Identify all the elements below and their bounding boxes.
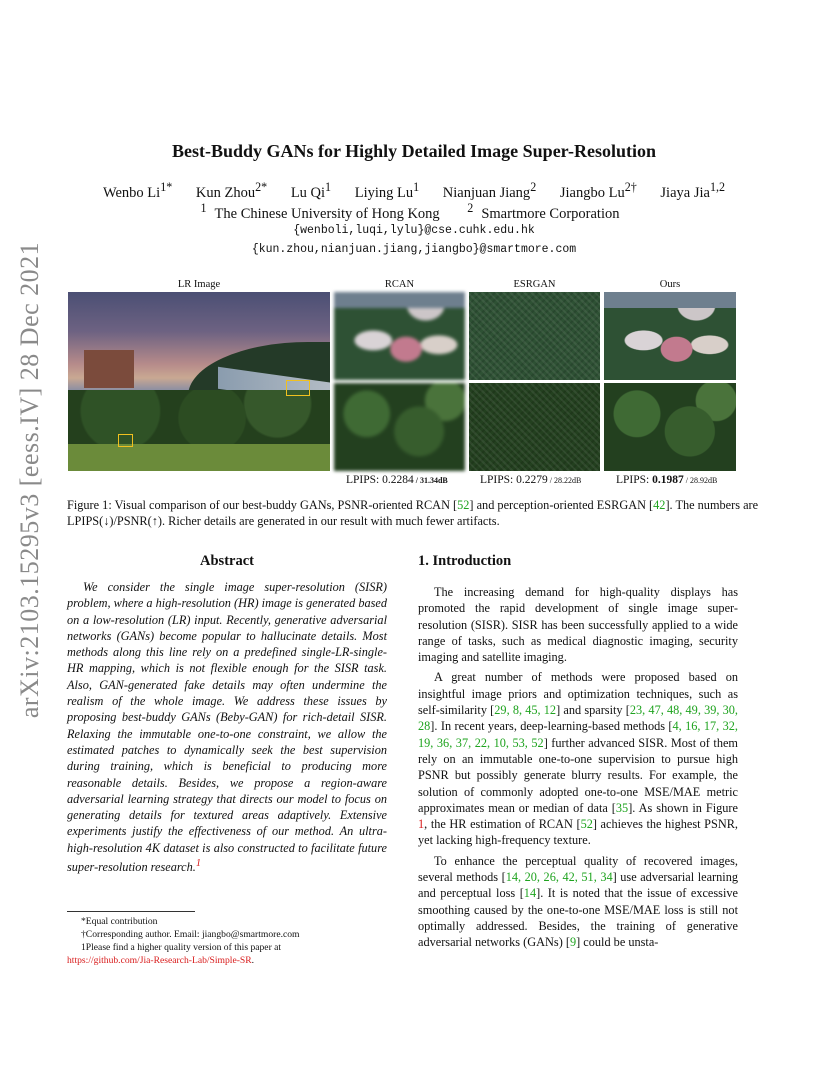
metric-rcan: LPIPS: 0.2284 / 31.34dB <box>346 474 448 486</box>
footnote-mark[interactable]: 1 <box>195 858 201 870</box>
footnotes <box>67 915 387 967</box>
footnote-rule <box>67 911 195 912</box>
footnote: †Corresponding author. Email: jiangbo@smartmore.com <box>81 929 300 940</box>
lr-image <box>68 292 330 471</box>
author: Liying Lu$^1$ <box>354 180 420 201</box>
citation-link[interactable]: 9 <box>569 935 577 950</box>
figure-label-ours: Ours <box>659 279 681 290</box>
ours-crop-buildings <box>604 292 736 380</box>
affiliation: $^2$ Smartmore Corporation <box>467 201 620 222</box>
paper-title: Best-Buddy GANs for Highly Detailed Image Super-Resolution <box>171 141 657 161</box>
rcan-crop-buildings <box>334 292 465 380</box>
esrgan-crop-buildings <box>469 292 600 380</box>
author: Wenbo $Li^{1*}$ <box>102 180 173 201</box>
zoom-box-bottom <box>118 434 133 447</box>
paragraph: The increasing demand for high-quality displays has promoted the rapid development of single image super-resolution (SISR). SISR has been successfully applied to a wide range of tasks, such as medical diagnostic imaging, security imaging and satellite imaging. <box>418 585 738 665</box>
github-link[interactable]: https://github.com/Jia-Research-Lab/Simple-SR <box>67 955 252 966</box>
author: Kun Zhou$^{2*}$ <box>195 180 268 201</box>
introduction-heading: 1. Introduction <box>418 553 512 569</box>
paragraph: To enhance the perceptual quality of recovered images, several methods [14, 20, 26, 42, 51, 34] use adversarial learning and perceptual loss [14]. It is noted that the issue of excessive smoothing caused by the one-to-one MSE/MAE loss is still not optimally addressed. Besides, the training of generative adversarial networks (GANs) [9] could be unsta- <box>418 853 738 950</box>
arxiv-identifier-text: arXiv:2103.15295v3 [eess.IV] 28 Dec 2021 <box>15 241 45 719</box>
author-list <box>0 180 828 202</box>
abstract-text: We consider the single image super-resolution (SISR) problem, where a high-resolution (HR) image is generated based on a low-resolution (LR) input. Recently, generative adversarial networks (GANs) become popular to hallucinate details. Most methods along this line rely on a predefined single-LR-single-HR mapping, which is not flexible enough for the SISR task. Also, GAN-generated fake details may often undermine the realism of the whole image. We address these issues by proposing best-buddy GANs (Beby-GAN) for rich-detail SISR. Relaxing the immutable one-to-one constraint, we allow the estimated patches to dynamically seek the best supervision during training, which is beneficial to producing more reasonable details. Besides, we propose a region-aware adversarial learning strategy that directs our model to focus on generating details for textured areas adaptively. Extensive experiments justify the effectiveness of our method. An ultra-high-resolution 4K dataset is also constructed to facilitate future super-resolution research.$^1$ <box>67 580 388 875</box>
arxiv-identifier <box>12 241 48 719</box>
figure-label-rcan: RCAN <box>384 279 415 290</box>
figure-label-esrgan: ESRGAN <box>513 279 556 290</box>
figure-caption: Figure 1: Visual comparison of our best-buddy GANs, PSNR-oriented RCAN [52] and perception-oriented ESRGAN [42]. The numbers are LPIPS(↓)/PSNR(↑). Richer details are generated in our result with much fewer artifacts. <box>67 498 759 528</box>
figure-reference-link[interactable]: 1 <box>418 817 425 832</box>
footnote: https://github.com/Jia-Research-Lab/Simple-SR. <box>67 955 255 966</box>
author: Nianjuan Jiang$^2$ <box>442 180 537 201</box>
footnote: 1Please find a higher quality version of this paper at <box>81 942 282 953</box>
citation-link[interactable]: 4, 16, 17, 32, 19, 36, 37, 22, 10, 53, 52 <box>418 719 738 750</box>
email-smartmore: {kun.zhou,nianjuan.jiang,jiangbo}@smartmore.com <box>251 243 577 256</box>
citation-link[interactable]: 14, 20, 26, 42, 51, 34 <box>505 870 613 885</box>
rcan-crop-trees <box>334 383 465 471</box>
affiliation: $^1$ The Chinese University of Hong Kong <box>200 201 440 222</box>
affiliations <box>0 201 828 223</box>
citation-link[interactable]: 35 <box>615 800 629 815</box>
zoom-box-top <box>286 380 310 396</box>
metric-esrgan: LPIPS: 0.2279 / 28.22dB <box>480 474 582 486</box>
introduction-text <box>418 584 738 955</box>
footnote: *Equal contribution <box>81 916 158 927</box>
citation-link[interactable]: 42 <box>653 498 666 512</box>
email-cuhk: {wenboli,luqi,lylu}@cse.cuhk.edu.hk <box>293 224 535 237</box>
citation-link[interactable]: 52 <box>457 498 470 512</box>
metric-ours: LPIPS: 0.1987 / 28.92dB <box>616 474 718 486</box>
esrgan-crop-trees <box>469 383 600 471</box>
author: Jiaya Jia$^{1,2}$ <box>660 180 726 201</box>
ours-crop-trees <box>604 383 736 471</box>
citation-link[interactable]: 29, 8, 45, 12 <box>494 703 557 718</box>
author: Jiangbo $Lu^{2\dagger}$ <box>559 180 637 201</box>
citation-link[interactable]: 52 <box>580 817 593 832</box>
figure-label-lr: LR Image <box>177 279 221 290</box>
citation-link[interactable]: 23, 47, 48, 49, 39, 30, 28 <box>418 703 739 734</box>
paragraph: A great number of methods were proposed based on insightful image priors and optimization techniques, such as self-similarity [29, 8, 45, 12] and sparsity [23, 47, 48, 49, 39, 30, 28]. In recent years, deep-learning-based methods [4, 16, 17, 32, 19, 36, 37, 22, 10, 53, 52] further advanced SISR. Most of them rely on an immutable one-to-one supervision to pursue high PSNR but possibly generate blurry results. For example, the solution of commonly adopted one-to-one MSE/MAE metric approximates mean or median of data [35]. As shown in Figure 1, the HR estimation of RCAN [52] achieves the highest PSNR, yet lacking high-frequency texture. <box>418 670 739 848</box>
citation-link[interactable]: 14 <box>523 886 537 901</box>
author: Lu Qi$^1$ <box>290 180 332 201</box>
abstract-heading: Abstract <box>200 553 254 569</box>
